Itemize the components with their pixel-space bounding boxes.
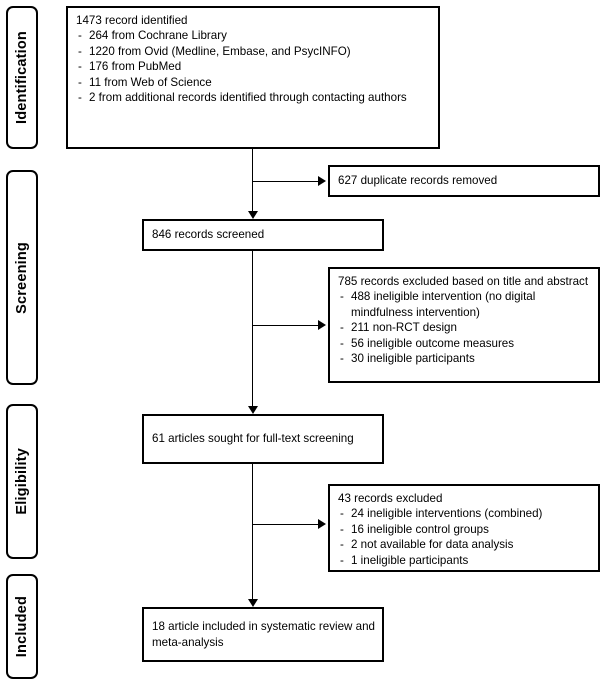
bullet-marker: - (340, 507, 344, 521)
bullet-marker: - (340, 553, 344, 567)
connector-to-excluded-fulltext (252, 524, 318, 525)
bullet-text: 56 ineligible outcome measures (351, 336, 515, 350)
box-excluded-fulltext-heading: 43 records excluded (338, 492, 443, 505)
box-records-identified-item-3 (76, 75, 431, 90)
box-excluded-fulltext-item-0 (338, 506, 591, 521)
bullet-text: 24 ineligible interventions (combined) (351, 507, 543, 521)
bullet-text: 176 from PubMed (89, 60, 182, 74)
connector-screened-to-fulltext (252, 251, 253, 406)
arrow-to-duplicates (318, 176, 326, 186)
connector-screened-to-duplicates (252, 181, 318, 182)
box-records-identified-item-4 (76, 90, 431, 105)
bullet-text: 1220 from Ovid (Medline, Embase, and PsycINFO) (89, 44, 351, 58)
stage-eligibility (6, 404, 38, 559)
box-excluded-title-abstract-item-1 (338, 320, 591, 335)
box-excluded-title-abstract-item-2 (338, 336, 591, 351)
box-records-identified-item-2 (76, 59, 431, 74)
box-records-identified-item-1 (76, 44, 431, 59)
bullet-text: 16 ineligible control groups (351, 522, 489, 536)
bullet-marker: - (340, 290, 344, 304)
bullet-text: 488 ineligible intervention (no digital mindfulness intervention) (351, 290, 536, 319)
bullet-text: 30 ineligible participants (351, 352, 475, 366)
box-records-identified-heading: 1473 record identified (76, 14, 188, 27)
bullet-text: 211 non-RCT design (351, 321, 457, 335)
box-excluded-fulltext-item-2 (338, 537, 591, 552)
arrow-screened-to-fulltext (248, 406, 258, 414)
stage-identification (6, 6, 38, 149)
box-fulltext-sought (142, 414, 384, 464)
stage-screening (6, 170, 38, 385)
box-records-identified-item-0 (76, 28, 431, 43)
arrow-to-excluded-title-abstract (318, 320, 326, 330)
bullet-text: 11 from Web of Science (89, 75, 212, 89)
bullet-marker: - (78, 75, 82, 89)
bullet-marker: - (340, 321, 344, 335)
stage-eligibility-label: Eligibility (14, 448, 30, 515)
box-studies-included-heading: 18 article included in systematic review and meta-analysis (152, 620, 375, 649)
connector-fulltext-to-included (252, 464, 253, 599)
bullet-text: 2 from additional records identified through contacting authors (89, 91, 407, 105)
bullet-marker: - (78, 44, 82, 58)
box-excluded-title-abstract (328, 267, 600, 383)
bullet-text: 2 not available for data analysis (351, 538, 514, 552)
bullet-marker: - (340, 352, 344, 366)
box-records-screened (142, 219, 384, 251)
stage-screening-label: Screening (14, 241, 30, 314)
box-excluded-fulltext-item-3 (338, 553, 591, 568)
bullet-text: 264 from Cochrane Library (89, 29, 227, 43)
box-records-screened-heading: 846 records screened (152, 228, 265, 242)
stage-identification-label: Identification (14, 30, 30, 125)
bullet-marker: - (340, 538, 344, 552)
bullet-marker: - (78, 60, 82, 74)
arrow-fulltext-to-included (248, 599, 258, 607)
bullet-marker: - (340, 522, 344, 536)
bullet-text: 1 ineligible participants (351, 553, 469, 567)
box-duplicates-removed-heading: 627 duplicate records removed (338, 174, 498, 188)
connector-identified-to-screened (252, 149, 253, 211)
arrow-identified-to-screened (248, 211, 258, 219)
box-fulltext-sought-heading: 61 articles sought for full-text screening (152, 432, 354, 446)
box-excluded-fulltext-item-1 (338, 522, 591, 537)
bullet-marker: - (340, 336, 344, 350)
arrow-to-excluded-fulltext (318, 519, 326, 529)
box-excluded-title-abstract-item-0 (338, 289, 591, 320)
box-records-identified (66, 6, 440, 149)
box-duplicates-removed (328, 165, 600, 197)
box-studies-included (142, 607, 384, 662)
bullet-marker: - (78, 29, 82, 43)
stage-included (6, 574, 38, 679)
box-excluded-title-abstract-item-3 (338, 351, 591, 366)
bullet-marker: - (78, 91, 82, 105)
connector-to-excluded-title-abstract (252, 325, 318, 326)
box-excluded-title-abstract-heading: 785 records excluded based on title and abstract (338, 275, 589, 288)
stage-included-label: Included (14, 595, 30, 658)
box-excluded-fulltext (328, 484, 600, 572)
